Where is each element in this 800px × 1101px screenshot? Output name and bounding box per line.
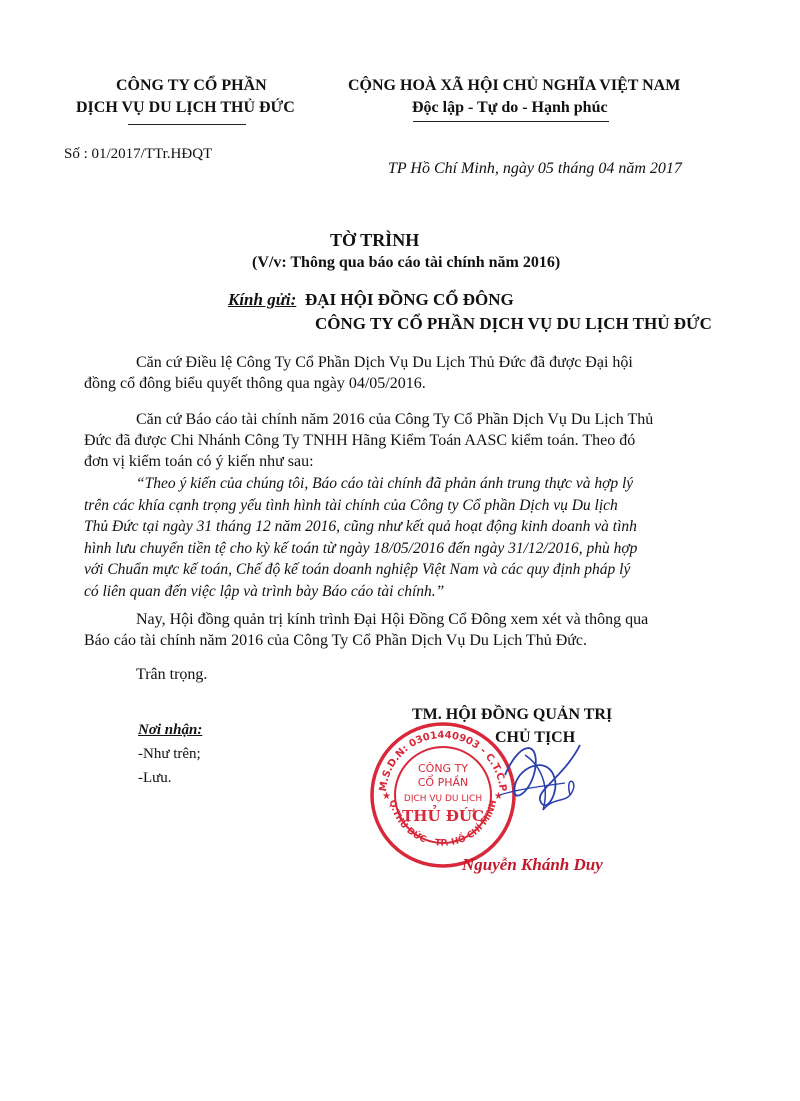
paragraph-line: Đức đã được Chi Nhánh Công Ty TNHH Hãng Kiểm Toán AASC kiểm toán. Theo đó xyxy=(84,432,636,449)
document-number: Số : 01/2017/TTr.HĐQT xyxy=(64,146,213,162)
recipients-item: -Như trên; xyxy=(138,746,201,762)
seal-line3: DỊCH VỤ DU LỊCH xyxy=(403,794,483,804)
seal-line4: THỦ ĐỨC xyxy=(402,807,484,825)
paragraph-line: đồng cổ đông biểu quyết thông qua ngày 04/05/2016. xyxy=(84,375,426,392)
company-underline xyxy=(128,124,246,125)
quote-line: “Theo ý kiến của chúng tôi, Báo cáo tài chính đã phản ánh trung thực và hợp lý xyxy=(136,475,634,492)
quote-line: trên các khía cạnh trọng yếu tình hình tài chính của Công ty Cổ phần Dịch vụ Du lịch xyxy=(84,496,618,514)
recipient-line2: CÔNG TY CỔ PHẦN DỊCH VỤ DU LỊCH THỦ ĐỨC xyxy=(315,314,712,333)
issue-date: TP Hồ Chí Minh, ngày 05 tháng 04 năm 2017 xyxy=(388,160,682,177)
recipient-line1: ĐẠI HỘI ĐỒNG CỔ ĐÔNG xyxy=(305,290,514,309)
quote-line: với Chuẩn mực kế toán, Chế độ kế toán doanh nghiệp Việt Nam và các quy định pháp lý xyxy=(84,561,631,578)
handwritten-signature xyxy=(495,735,590,825)
seal-line2: CỔ PHẦN xyxy=(417,776,469,789)
quote-line: có liên quan đến việc lập và trình bày Báo cáo tài chính.” xyxy=(84,582,445,600)
company-name-line2: DỊCH VỤ DU LỊCH THỦ ĐỨC xyxy=(76,99,295,116)
star-icon: ★ xyxy=(382,791,391,802)
signer-name: Nguyễn Khánh Duy xyxy=(462,855,603,874)
auditor-opinion-quote xyxy=(84,473,724,602)
document-subject: (V/v: Thông qua báo cáo tài chính năm 2016) xyxy=(252,254,561,271)
document-title: TỜ TRÌNH xyxy=(330,230,420,250)
recipients-item: -Lưu. xyxy=(138,770,172,786)
paragraph-charter xyxy=(84,352,714,394)
national-motto: Độc lập - Tự do - Hạnh phúc xyxy=(412,99,608,116)
seal-line1: CÔNG TY xyxy=(417,762,469,775)
recipients-label: Nơi nhận: xyxy=(138,722,203,738)
paragraph-line: Nay, Hội đồng quản trị kính trình Đại Hội Đồng Cổ Đông xem xét và thông qua xyxy=(136,611,649,628)
signatory-title: TM. HỘI ĐỒNG QUẢN TRỊ xyxy=(412,706,613,723)
paragraph-line: Căn cứ Điều lệ Công Ty Cổ Phần Dịch Vụ Du Lịch Thủ Đức đã được Đại hội xyxy=(136,354,633,371)
quote-line: hình lưu chuyển tiền tệ cho kỳ kế toán từ ngày 18/05/2016 đến ngày 31/12/2016, phù hợp xyxy=(84,539,638,557)
seal-ring-bottom-text: Q.THỦ ĐỨC - TP. HỒ CHÍ MINH xyxy=(386,799,500,849)
recipient-label: Kính gửi: xyxy=(228,290,297,309)
paragraph-line: Báo cáo tài chính năm 2016 của Công Ty Cổ Phần Dịch Vụ Du Lịch Thủ Đức. xyxy=(84,632,588,649)
signatory-position: CHỦ TỊCH xyxy=(495,729,576,746)
star-icon: ★ xyxy=(494,791,503,802)
seal-ring-text: M.S.D.N: 0301440903 - C.T.C.P xyxy=(377,729,508,793)
closing-regards: Trân trọng. xyxy=(136,666,208,683)
quote-line: Thủ Đức tại ngày 31 tháng 12 năm 2016, cũng như kết quả hoạt động kinh doanh và tình xyxy=(84,518,637,535)
paragraph-line: đơn vị kiểm toán có ý kiến như sau: xyxy=(84,453,314,470)
motto-underline xyxy=(413,121,609,122)
paragraph-proposal xyxy=(84,609,714,651)
paragraph-line: Căn cứ Báo cáo tài chính năm 2016 của Công Ty Cổ Phần Dịch Vụ Du Lịch Thủ xyxy=(136,411,654,428)
national-title: CỘNG HOÀ XÃ HỘI CHỦ NGHĨA VIỆT NAM xyxy=(348,77,681,94)
paragraph-financial-report xyxy=(84,409,714,472)
company-name-line1: CÔNG TY CỔ PHẦN xyxy=(116,77,267,94)
